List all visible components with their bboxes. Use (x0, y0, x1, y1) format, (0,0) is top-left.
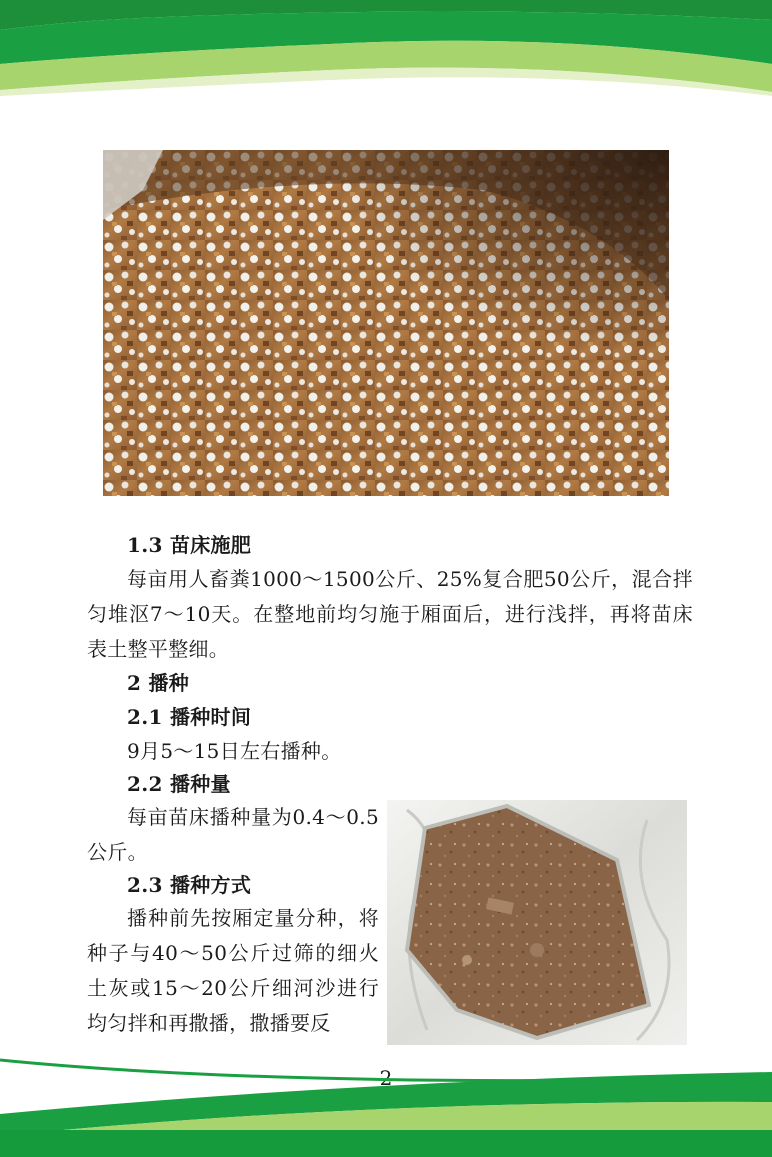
section-1-3-heading: 1.3 苗床施肥 (127, 533, 252, 557)
soil-sack-photo (387, 800, 687, 1045)
section-2-3-body: 播种前先按厢定量分种，将种子与40～50公斤过筛的细火土灰或15～20公斤细河沙进行均匀拌和再撒播，撒播要反 (87, 906, 379, 1035)
section-2-2-heading: 2.2 播种量 (127, 772, 231, 796)
section-1-3-body: 每亩用人畜粪1000～1500公斤、25%复合肥50公斤，混合拌匀堆沤7～10天。在整地前均匀施于厢面后，进行浅拌，再将苗床表土整平整细。 (87, 567, 693, 661)
section-2-heading: 2 播种 (127, 671, 190, 695)
top-decorative-band (0, 0, 772, 130)
section-2-1-body: 9月5～15日左右播种。 (127, 739, 342, 763)
section-2-2-body: 每亩苗床播种量为0.4～0.5公斤。 (87, 805, 379, 864)
page-number: –2– (369, 1066, 403, 1090)
fertilized-soil-photo (103, 150, 669, 496)
bottom-decorative-band (0, 1040, 772, 1157)
section-2-3-heading: 2.3 播种方式 (127, 873, 252, 897)
section-2-1-heading: 2.1 播种时间 (127, 705, 252, 729)
